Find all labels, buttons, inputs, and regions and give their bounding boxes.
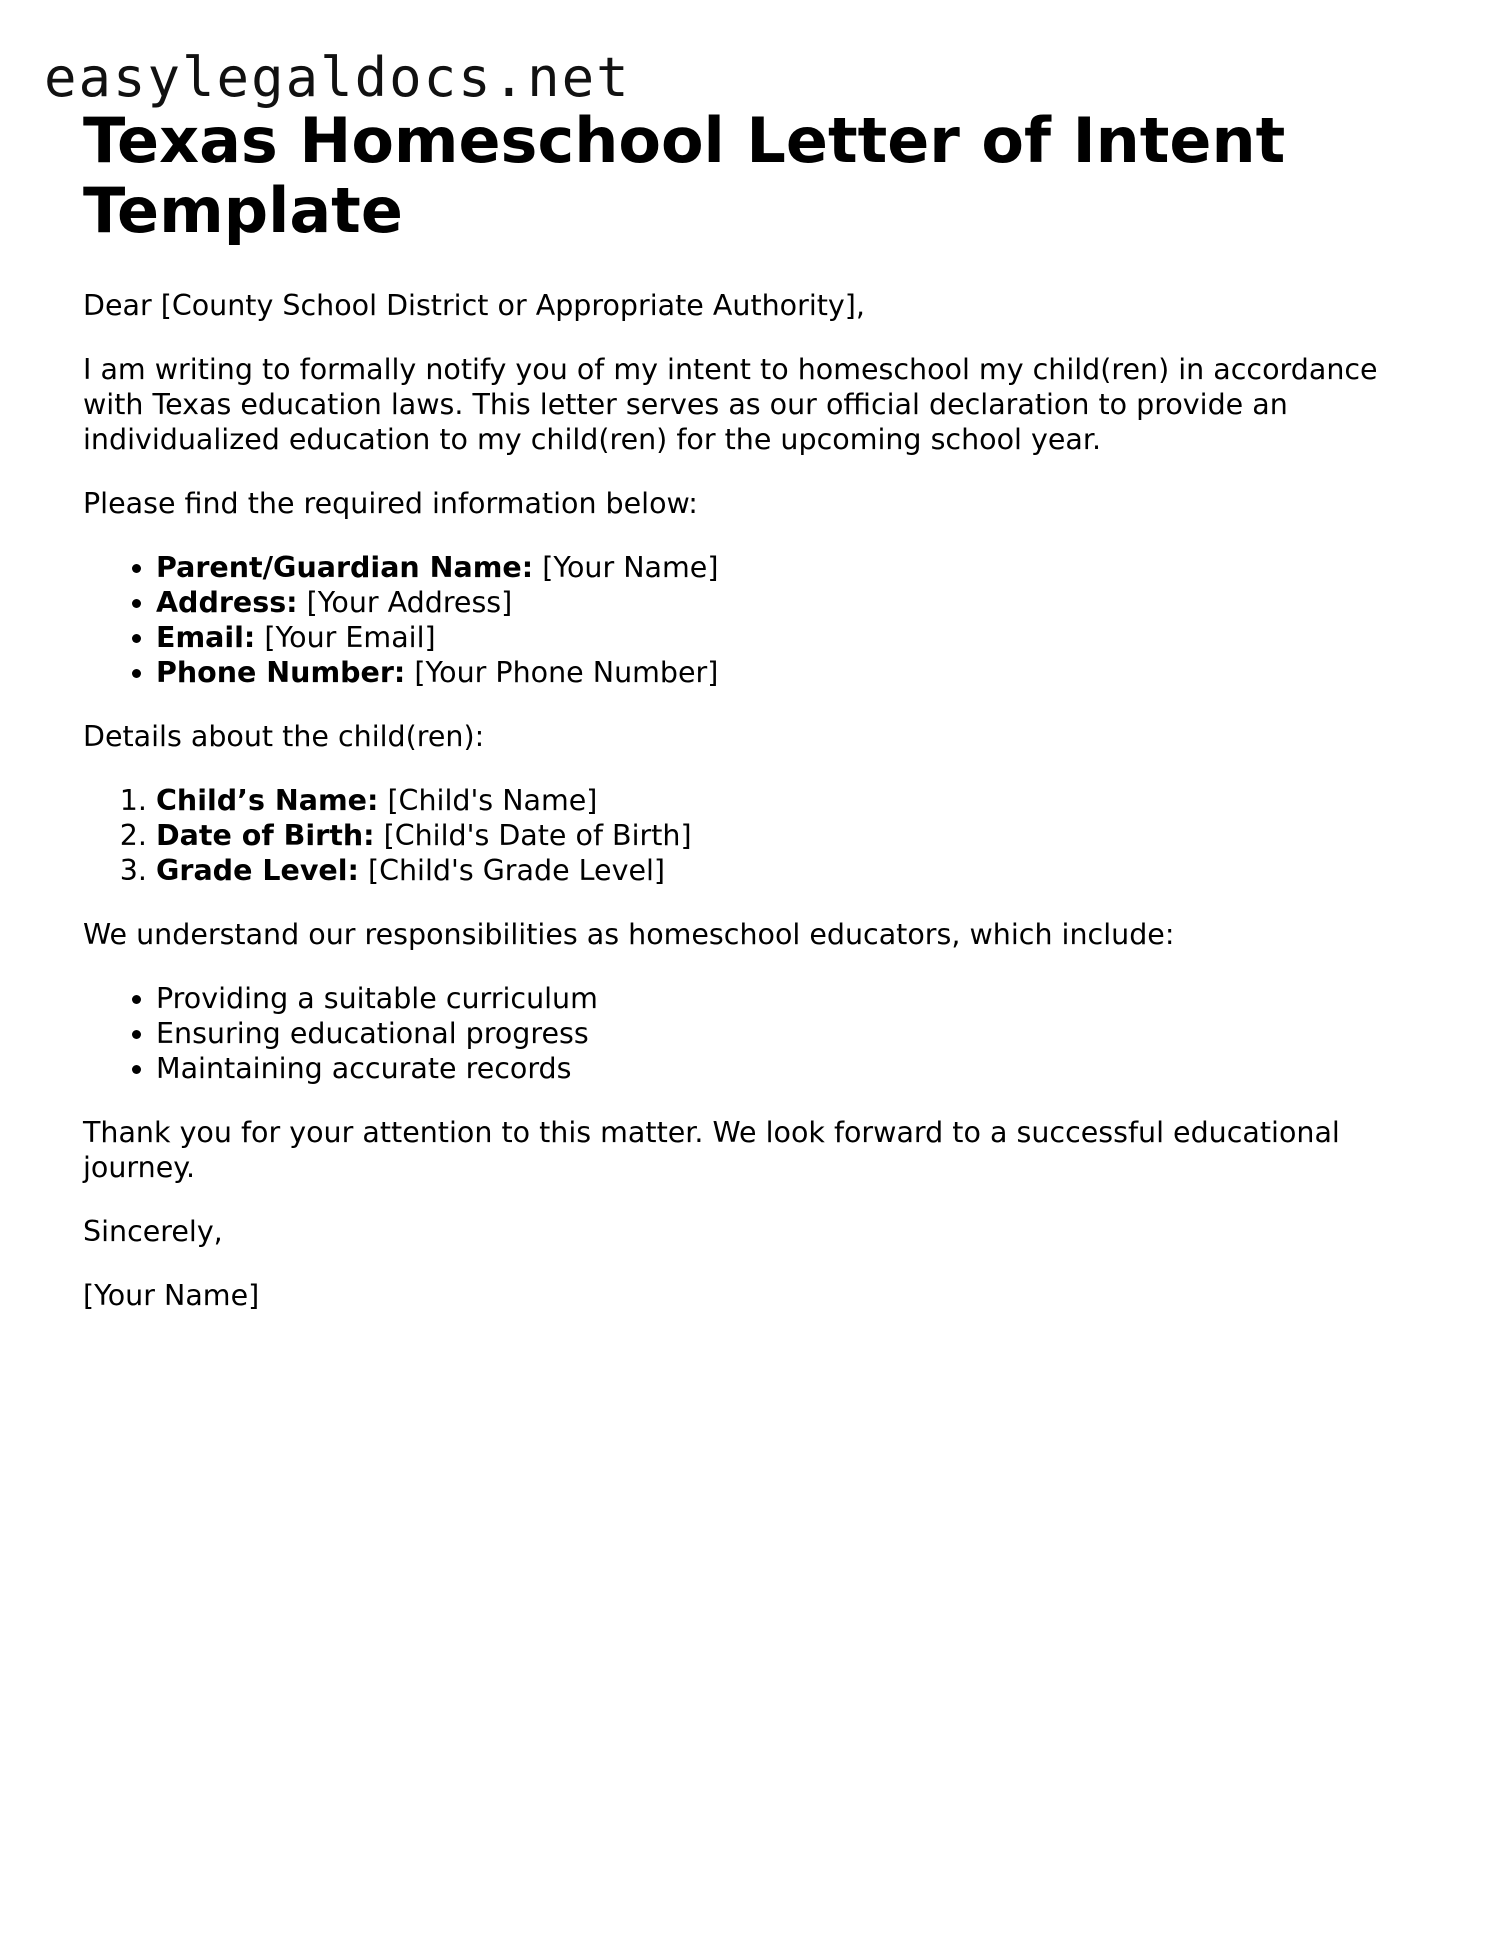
document-title: Texas Homeschool Letter of Intent Template [83, 104, 1286, 247]
list-item-grade-level [156, 853, 1443, 888]
intro-paragraph: I am writing to formally notify you of my intent to homeschool my child(ren) in accordance with Texas education laws. This letter serves as our official declaration to provide an individualized education to my child(ren) for the upcoming school year. [83, 353, 1378, 456]
field-label: Email: [156, 621, 256, 654]
field-label: Address: [156, 586, 298, 619]
field-value: [Child's Name] [387, 784, 598, 817]
closing: Sincerely, [83, 1215, 223, 1248]
find-info-paragraph: Please find the required information below: [83, 487, 698, 520]
list-item-email [156, 620, 1443, 655]
field-label: Phone Number: [156, 656, 406, 689]
field-value: [Your Phone Number] [414, 656, 719, 689]
list-item: • Providing a suitable curriculum [156, 981, 1443, 1016]
signature-line: [Your Name] [83, 1279, 260, 1312]
child-details-heading: Details about the child(ren): [83, 720, 485, 753]
letter-document [83, 106, 1443, 1313]
field-label: Parent/Guardian Name: [156, 551, 534, 584]
list-item-date-of-birth [156, 818, 1443, 853]
greeting: Dear [County School District or Appropriate Authority], [83, 289, 865, 322]
list-item: • Maintaining accurate records [156, 1051, 1443, 1086]
responsibilities-heading: We understand our responsibilities as homeschool educators, which include: [83, 918, 1175, 951]
list-item-phone [156, 655, 1443, 690]
parent-info-list [83, 550, 1443, 690]
responsibilities-list [83, 981, 1443, 1086]
field-value: [Your Address] [306, 586, 513, 619]
field-value: [Child's Grade Level] [367, 854, 666, 887]
thanks-paragraph: Thank you for your attention to this matter. We look forward to a successful educational journey. [83, 1116, 1340, 1184]
list-item-child-name [156, 783, 1443, 818]
field-label: Grade Level: [156, 854, 359, 887]
field-value: [Child's Date of Birth] [383, 819, 692, 852]
list-item-parent-name [156, 550, 1443, 585]
site-watermark: easylegaldocs.net [44, 46, 631, 109]
field-value: [Your Name] [542, 551, 719, 584]
child-details-list [83, 783, 1443, 888]
list-item: • Ensuring educational progress [156, 1016, 1443, 1051]
field-label: Date of Birth: [156, 819, 375, 852]
field-label: Child’s Name: [156, 784, 379, 817]
field-value: [Your Email] [264, 621, 436, 654]
list-item-address [156, 585, 1443, 620]
